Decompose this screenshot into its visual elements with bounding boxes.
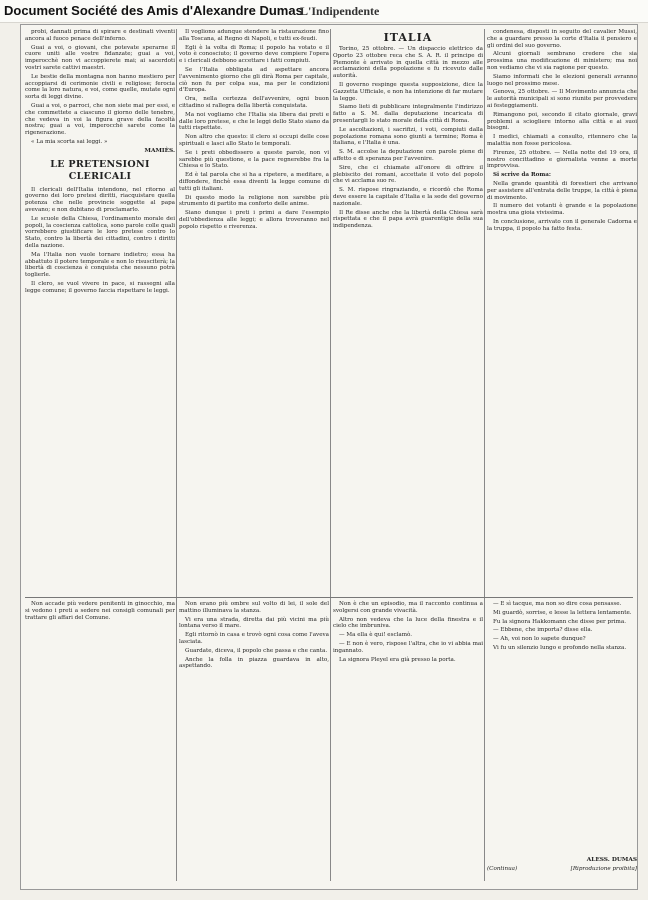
paragraph: Di questo modo la religione non sarebbe più strumento di partito ma conforto delle anime.: [179, 194, 329, 208]
paragraph: Le bestie della montagna non hanno mestiero per accoppiarsi di cerimonie civili e religiose; ferocia come la loro natura, e voi, come quelle, mutate ogni sorta di leggi divine.: [25, 73, 175, 101]
section-title: ITALIA: [383, 31, 433, 44]
paragraph: Egli è la volta di Roma; il popolo ha votato e il voto è conosciuto; il governo deve compiere l'opera e i clericali debbono accettare i fatti compiuti.: [179, 44, 329, 65]
paragraph: Siano dunque i preti i primi a dare l'esempio dell'obbedienza alle leggi; e allora troveranno nel popolo rispetto e riverenza.: [179, 210, 329, 230]
feuilleton-paragraph: — Ah, voi non lo sapete dunque?: [493, 636, 586, 643]
paragraph: Il vogliono adunque stendere la ristaurazione fino alla Toscana, al Regno di Napoli, e tutti ex-feudi.: [179, 29, 329, 42]
feuilleton-paragraph: Anche la folla in piazza guardava in alto, aspettando.: [179, 656, 329, 670]
paragraph: Se l'Italia obbligata ad aspettare ancora l'avvenimento giorno che gli dirà Roma per capitale, ciò non fu per colpa sua, ma per le condizioni d'Europa.: [179, 66, 329, 94]
paragraph: I medici, chiamati a consulto, ritennero che la malattia non fosse pericolosa.: [487, 134, 637, 147]
paragraph: In conclusione, arrivato con il generale Cadorna e la truppa, il popolo ha fatto festa.: [487, 218, 637, 232]
paragraph: Guai a voi, o giovani, che potevate sperarne il cuore uniti alle vostre fidanzate; guai a voi, imperocchè non vi accoppierete mai; ai sacerdoti vostri sarete cattivi maestri.: [25, 44, 175, 71]
column-divider: [330, 29, 331, 881]
paragraph: Non altro che questo: il clero si occupi delle cose spirituali e lasci allo Stato le temporali.: [179, 134, 329, 147]
reproduction-notice: [Riproduzione proibita]: [570, 865, 637, 872]
feuilleton-paragraph: — E sì tacque, ma non so dire cosa pensasse.: [493, 601, 622, 607]
paragraph: Ma l'Italia non vuole tornare indietro; essa ha abbattuto il potere temporale e non lo risusciterà; la libertà di coscienza è conquista che nessuno potrà toglierle.: [25, 251, 175, 279]
continua-label: (Continua): [487, 865, 518, 872]
feuilleton-paragraph: La signora Pleyel era già presso la porta.: [339, 656, 456, 663]
feuilleton-paragraph: Non è che un episodio, ma il racconto continua a svolgersi con grande vivacità.: [333, 601, 483, 614]
paragraph: Genova, 25 ottobre. — Il Movimento annuncia che le autorità municipali si sono riunite per provvedere ai festeggiamenti.: [487, 89, 637, 109]
feuilleton-paragraph: Egli ritornò in casa e trovò ogni cosa come l'aveva lasciata.: [179, 632, 329, 645]
paragraph: Guai a voi, o parroci, che non siete mai per essi, e che commettete a ciascuno il giorno delle tenebre, che vedeva in voi la figura grave della facoltà nostra; guai a voi, imperocchè sarete come la rigenerazione.: [25, 102, 175, 137]
paragraph: Alcuni giornali sembrano credere che sia prossima una modificazione di ministero; ma noi non vediamo che vi sia ragione per questo.: [487, 51, 637, 71]
paragraph: probi, dannati prima di spirare e destinati viventi ancora al fuoco penace dell'inferno.: [25, 29, 175, 42]
feuilleton-paragraph: Non erano più ombre sul volto di lei, il sole del mattino illuminava la stanza.: [179, 601, 329, 614]
paragraph: Ora, nella certezza dell'avvenire, ogni buon cittadino si rallegra della libertà conquistata.: [179, 96, 329, 109]
paragraph: Se i preti obbedissero a queste parole, non vi sarebbe più questione, e la pace regnerebbe fra la Chiesa e lo Stato.: [179, 149, 329, 170]
paragraph: S. M. rispose ringraziando, e ricordò che Roma deve essere la capitale d'Italia e la sede del governo nazionale.: [333, 187, 483, 207]
column-3: [333, 29, 483, 881]
column-divider: [176, 29, 177, 881]
top-bar: [0, 0, 648, 23]
feuilleton-paragraph: Altro non vedeva che la luce della finestra e il cielo che imbruniva.: [333, 616, 483, 630]
paragraph: Nella grande quantità di forestieri che arrivano per assistere all'entrata delle truppe, la città è piena di movimento.: [487, 180, 637, 201]
paragraph: Le ascoltazioni, i sacrifizi, i voti, compiuti dalla popolazione romana sono giunti a termine; Roma è italiana, e l'Italia è una.: [333, 126, 483, 147]
feuilleton-paragraph: Guardate, diceva, il popolo che passa e che canta.: [185, 647, 328, 654]
column-divider: [484, 29, 485, 881]
feuilleton-paragraph: Mi guardò, sorrise, e lesse la lettera lentamente.: [493, 609, 632, 616]
paragraph: Si scrive da Roma:: [493, 172, 551, 179]
article-title: LE PRETENSIONI CLERICALI: [50, 158, 150, 182]
paragraph: Siamo lieti di pubblicare integralmente l'indirizzo fatto a S. M. dalla deputazione incaricata di presentargli lo stato morale della città di Roma.: [333, 104, 483, 124]
paragraph: Il Re disse anche che la libertà della Chiesa sarà rispettata e che il papa avrà guarentigie della sua indipendenza.: [333, 209, 483, 230]
feuilleton-paragraph: — Ma ella è qui! esclamò.: [339, 632, 413, 639]
feuilleton-paragraph: — Ebbene, che importa? disse ella.: [493, 627, 593, 634]
paragraph: Le scuole della Chiesa, l'ordinamento morale dei popoli, la coscienza cattolica, sono parole colle quali vorrebbero giustificare le loro pretese contro lo Stato, contro la libertà dei cittadini, contro i diritti della nazione.: [25, 215, 175, 249]
paragraph: « La mia scorta sai leggi. »: [31, 138, 108, 145]
feuilleton-paragraph: — E non è vero, rispose l'altra, che io vi abbia mai ingannato.: [333, 640, 483, 654]
paragraph: Il clero, se vuol vivere in pace, si rassegni alla legge comune; il governo faccia rispettare le leggi.: [25, 280, 175, 294]
paragraph: Siamo informati che le elezioni generali avranno luogo nel prossimo mese.: [487, 73, 637, 87]
column-4: [487, 29, 637, 881]
paragraph: Ed è tal parola che si ha a ripetere, a meditare, a diffondere, finchè essa diventi la legge comune di tutti gli italiani.: [179, 172, 329, 192]
feuilleton-paragraph: Non accade più vedere penitenti in ginocchio, ma si vedono i preti a sedere nei consigli comunali per trattare gli affari del Comune.: [25, 601, 175, 621]
column-2: [179, 29, 329, 881]
column-1: [25, 29, 175, 881]
watermark-text: Document Société des Amis d'Alexandre Dumas: [4, 3, 303, 18]
paragraph: Torino, 25 ottobre. — Un dispaccio elettrico da Oporto 23 ottobre reca che S. A. R. il principe di Piemonte è arrivato in quella città in mezzo alle acclamazioni della popolazione e fu ricevuto dalle autorità.: [333, 46, 483, 80]
signature: MAMIÈS.: [144, 147, 175, 154]
masthead-title: L'Indipendente: [300, 4, 380, 18]
newspaper-page: [20, 24, 638, 890]
feuilleton-paragraph: Fu la signora Hakkomann che disse per prima.: [493, 618, 626, 625]
paragraph: condenesa, disposti in seguito del cavalier Mussi, che a guardare presso la corte d'Italia il pensiero e gli ordini del suo governo.: [487, 29, 637, 49]
paragraph: Rimangono poi, secondo il citato giornale, gravi problemi a sciogliere intorno alla città e ai suoi bisogni.: [487, 111, 637, 132]
paragraph: Il numero dei votanti è grande e la popolazione mostra una gioia vivissima.: [487, 203, 637, 217]
paragraph: Firenze, 25 ottobre. — Nella notte del 19 ora, il nostro concittadino e giornalista venne a morte improvvisa.: [487, 149, 637, 170]
author-signature: ALESS. DUMAS: [586, 857, 637, 863]
paragraph: S. M. accolse la deputazione con parole piene di affetto e di speranza per l'avvenire.: [333, 149, 483, 162]
paragraph: Il governo respinge questa supposizione, dice la Gazzetta Ufficiale, e non ha intenzione di far mutare la legge.: [333, 81, 483, 102]
feuilleton-paragraph: Vi fu un silenzio lungo e profondo nella stanza.: [493, 644, 627, 651]
feuilleton-paragraph: Vi era una strada, diretta dai più vicini ma più lontana verso il mare.: [179, 616, 329, 630]
paragraph: Ma noi vogliamo che l'Italia sia libera dai preti e dalle loro pretese, e che le leggi dello Stato siano da tutti rispettate.: [179, 111, 329, 132]
paragraph: Sire, che ci chiamate all'onore di offrire il plebiscito dei romani, accettate il voto del popolo che vi acclama suo re.: [333, 164, 483, 185]
paragraph: Il clericali dell'Italia intendono, nel ritorno al governo dei loro pretesi diritti, riacquistare quella potenza che nelle provincie soggette al papa avevano; e non dubitano di proclamarlo.: [25, 186, 175, 213]
